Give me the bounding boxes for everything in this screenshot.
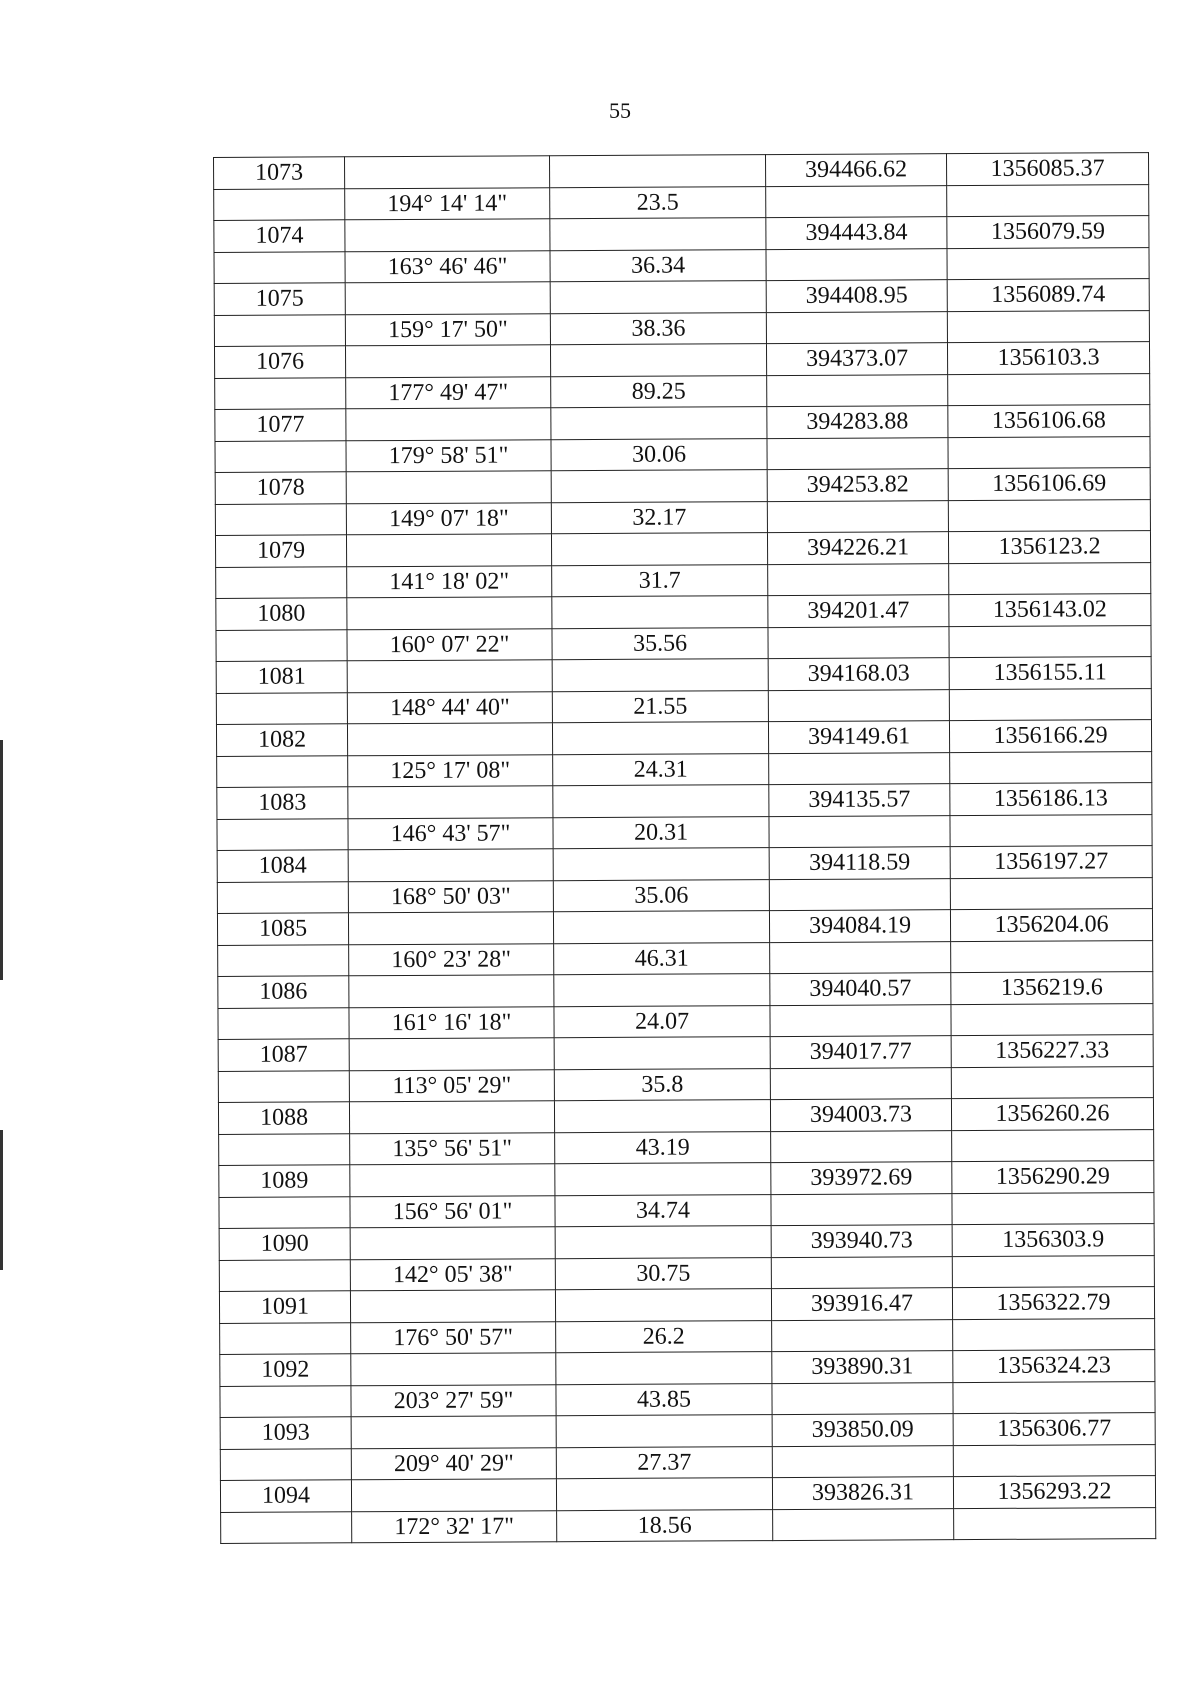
empty-cell — [953, 1318, 1155, 1351]
point-number-cell: 1084 — [217, 850, 348, 882]
empty-cell — [554, 1100, 770, 1133]
segment-row — [220, 1381, 1155, 1417]
empty-cell — [948, 499, 1150, 532]
point-number-cell: 1090 — [219, 1228, 350, 1260]
empty-cell — [221, 1511, 352, 1543]
empty-cell — [351, 1353, 556, 1386]
empty-cell — [773, 1508, 954, 1540]
x-coordinate-cell: 394373.07 — [766, 343, 947, 375]
distance-cell: 43.85 — [556, 1383, 772, 1416]
empty-cell — [950, 814, 1152, 847]
bearing-angle-cell: 177° 49' 47" — [346, 376, 551, 409]
point-number-cell: 1080 — [216, 598, 347, 630]
empty-cell — [767, 500, 948, 532]
distance-cell: 35.56 — [552, 627, 768, 660]
empty-cell — [347, 723, 552, 756]
distance-cell: 27.37 — [556, 1446, 772, 1479]
point-row — [214, 279, 1149, 315]
y-coordinate-cell: 1356089.74 — [947, 279, 1149, 312]
point-number-cell: 1088 — [218, 1102, 349, 1134]
y-coordinate-cell: 1356103.3 — [947, 342, 1149, 375]
empty-cell — [347, 597, 552, 630]
empty-cell — [552, 596, 768, 629]
distance-cell: 31.7 — [552, 564, 768, 597]
point-row — [216, 720, 1151, 756]
x-coordinate-cell: 394283.88 — [767, 406, 948, 438]
empty-cell — [351, 1416, 556, 1449]
x-coordinate-cell: 394408.95 — [766, 280, 947, 312]
empty-cell — [552, 659, 768, 692]
bearing-angle-cell: 161° 16' 18" — [349, 1006, 554, 1039]
y-coordinate-cell: 1356155.11 — [949, 657, 1151, 690]
x-coordinate-cell: 394168.03 — [768, 658, 949, 690]
y-coordinate-cell: 1356293.22 — [953, 1476, 1155, 1509]
empty-cell — [951, 1066, 1153, 1099]
x-coordinate-cell: 394149.61 — [768, 721, 949, 753]
distance-cell: 26.2 — [556, 1320, 772, 1353]
distance-cell: 35.8 — [554, 1068, 770, 1101]
empty-cell — [351, 1479, 556, 1512]
bearing-angle-cell: 146° 43' 57" — [348, 817, 553, 850]
bearing-angle-cell: 179° 58' 51" — [346, 439, 551, 472]
x-coordinate-cell: 394466.62 — [765, 154, 946, 186]
y-coordinate-cell: 1356260.26 — [951, 1098, 1153, 1131]
distance-cell: 24.07 — [554, 1005, 770, 1038]
point-row — [217, 846, 1152, 882]
empty-cell — [954, 1507, 1156, 1540]
point-number-cell: 1091 — [219, 1291, 350, 1323]
empty-cell — [549, 155, 765, 188]
bearing-angle-cell: 172° 32' 17" — [352, 1510, 557, 1543]
empty-cell — [770, 1004, 951, 1036]
y-coordinate-cell: 1356197.27 — [950, 846, 1152, 879]
bearing-angle-cell: 160° 07' 22" — [347, 628, 552, 661]
y-coordinate-cell: 1356324.23 — [953, 1350, 1155, 1383]
distance-cell: 35.06 — [553, 879, 769, 912]
distance-cell: 46.31 — [554, 942, 770, 975]
scan-edge-mark — [0, 1130, 3, 1270]
bearing-angle-cell: 163° 46' 46" — [345, 250, 550, 283]
empty-cell — [766, 311, 947, 343]
empty-cell — [218, 1007, 349, 1039]
point-row — [215, 405, 1150, 441]
point-number-cell: 1073 — [214, 157, 345, 189]
empty-cell — [772, 1382, 953, 1414]
distance-cell: 34.74 — [555, 1194, 771, 1227]
point-row — [218, 1035, 1153, 1071]
empty-cell — [346, 471, 551, 504]
empty-cell — [349, 1038, 554, 1071]
empty-cell — [770, 1067, 951, 1099]
empty-cell — [215, 440, 346, 472]
distance-cell: 20.31 — [553, 816, 769, 849]
bearing-angle-cell: 160° 23' 28" — [349, 943, 554, 976]
segment-row — [217, 751, 1152, 787]
y-coordinate-cell: 1356106.68 — [948, 405, 1150, 438]
point-number-cell: 1094 — [220, 1480, 351, 1512]
distance-cell: 43.19 — [555, 1131, 771, 1164]
empty-cell — [766, 248, 947, 280]
empty-cell — [552, 722, 768, 755]
empty-cell — [768, 689, 949, 721]
empty-cell — [952, 1192, 1154, 1225]
bearing-angle-cell: 125° 17' 08" — [348, 754, 553, 787]
point-row — [216, 657, 1151, 693]
empty-cell — [767, 437, 948, 469]
empty-cell — [772, 1445, 953, 1477]
bearing-angle-cell: 194° 14' 14" — [345, 187, 550, 220]
x-coordinate-cell: 394017.77 — [770, 1036, 951, 1068]
empty-cell — [769, 752, 950, 784]
point-number-cell: 1076 — [214, 346, 345, 378]
bearing-angle-cell: 135° 56' 51" — [350, 1132, 555, 1165]
empty-cell — [216, 692, 347, 724]
x-coordinate-cell: 394003.73 — [770, 1099, 951, 1131]
segment-row — [215, 373, 1150, 409]
segment-row — [217, 877, 1152, 913]
distance-cell: 32.17 — [551, 501, 767, 534]
x-coordinate-cell: 394084.19 — [769, 910, 950, 942]
segment-row — [221, 1507, 1156, 1543]
x-coordinate-cell: 394135.57 — [769, 784, 950, 816]
segment-row — [218, 940, 1153, 976]
y-coordinate-cell: 1356219.6 — [951, 972, 1153, 1005]
point-row — [214, 153, 1149, 189]
point-number-cell: 1074 — [214, 220, 345, 252]
segment-row — [219, 1192, 1154, 1228]
point-number-cell: 1089 — [219, 1165, 350, 1197]
segment-row — [216, 688, 1151, 724]
empty-cell — [350, 1290, 555, 1323]
empty-cell — [350, 1227, 555, 1260]
empty-cell — [550, 344, 766, 377]
empty-cell — [947, 247, 1149, 280]
y-coordinate-cell: 1356143.02 — [949, 594, 1151, 627]
segment-row — [218, 1003, 1153, 1039]
empty-cell — [345, 345, 550, 378]
distance-cell: 38.36 — [550, 312, 766, 345]
point-row — [217, 783, 1152, 819]
distance-cell: 30.75 — [555, 1257, 771, 1290]
empty-cell — [214, 188, 345, 220]
segment-row — [214, 247, 1149, 283]
x-coordinate-cell: 393940.73 — [771, 1225, 952, 1257]
x-coordinate-cell: 393916.47 — [771, 1288, 952, 1320]
empty-cell — [348, 786, 553, 819]
point-number-cell: 1081 — [216, 661, 347, 693]
empty-cell — [220, 1385, 351, 1417]
empty-cell — [550, 281, 766, 314]
x-coordinate-cell: 393826.31 — [772, 1477, 953, 1509]
empty-cell — [214, 314, 345, 346]
empty-cell — [769, 815, 950, 847]
bearing-angle-cell: 159° 17' 50" — [345, 313, 550, 346]
point-number-cell: 1077 — [215, 409, 346, 441]
segment-row — [218, 1066, 1153, 1102]
empty-cell — [217, 755, 348, 787]
empty-cell — [551, 533, 767, 566]
x-coordinate-cell: 394040.57 — [770, 973, 951, 1005]
distance-cell: 24.31 — [553, 753, 769, 786]
empty-cell — [951, 1003, 1153, 1036]
empty-cell — [554, 1037, 770, 1070]
y-coordinate-cell: 1356306.77 — [953, 1413, 1155, 1446]
point-row — [219, 1161, 1154, 1197]
empty-cell — [555, 1163, 771, 1196]
point-row — [215, 468, 1150, 504]
empty-cell — [345, 282, 550, 315]
point-row — [220, 1476, 1155, 1512]
point-row — [219, 1224, 1154, 1260]
empty-cell — [947, 184, 1149, 217]
empty-cell — [555, 1289, 771, 1322]
empty-cell — [215, 377, 346, 409]
point-row — [218, 972, 1153, 1008]
empty-cell — [217, 881, 348, 913]
bearing-angle-cell: 168° 50' 03" — [348, 880, 553, 913]
segment-row — [215, 499, 1150, 535]
empty-cell — [553, 911, 769, 944]
point-row — [220, 1350, 1155, 1386]
bearing-angle-cell: 148° 44' 40" — [347, 691, 552, 724]
point-number-cell: 1078 — [215, 472, 346, 504]
distance-cell: 36.34 — [550, 249, 766, 282]
bearing-angle-cell: 203° 27' 59" — [351, 1384, 556, 1417]
segment-row — [220, 1444, 1155, 1480]
x-coordinate-cell: 393972.69 — [771, 1162, 952, 1194]
y-coordinate-cell: 1356123.2 — [948, 531, 1150, 564]
empty-cell — [349, 1101, 554, 1134]
empty-cell — [220, 1448, 351, 1480]
bearing-angle-cell: 141° 18' 02" — [347, 565, 552, 598]
empty-cell — [553, 848, 769, 881]
y-coordinate-cell: 1356290.29 — [952, 1161, 1154, 1194]
point-row — [220, 1413, 1155, 1449]
empty-cell — [767, 374, 948, 406]
empty-cell — [218, 944, 349, 976]
distance-cell: 23.5 — [550, 186, 766, 219]
y-coordinate-cell: 1356322.79 — [952, 1287, 1154, 1320]
empty-cell — [219, 1196, 350, 1228]
segment-row — [219, 1129, 1154, 1165]
y-coordinate-cell: 1356085.37 — [946, 153, 1148, 186]
empty-cell — [220, 1322, 351, 1354]
point-row — [215, 531, 1150, 567]
empty-cell — [218, 1070, 349, 1102]
empty-cell — [772, 1319, 953, 1351]
empty-cell — [950, 751, 1152, 784]
empty-cell — [219, 1133, 350, 1165]
empty-cell — [556, 1415, 772, 1448]
segment-row — [216, 625, 1151, 661]
coordinate-table-body — [214, 153, 1156, 1544]
point-row — [217, 909, 1152, 945]
empty-cell — [348, 912, 553, 945]
distance-cell: 18.56 — [557, 1509, 773, 1542]
x-coordinate-cell: 394443.84 — [766, 217, 947, 249]
empty-cell — [551, 407, 767, 440]
y-coordinate-cell: 1356166.29 — [949, 720, 1151, 753]
segment-row — [217, 814, 1152, 850]
x-coordinate-cell: 394201.47 — [768, 595, 949, 627]
segment-row — [214, 184, 1149, 220]
empty-cell — [550, 218, 766, 251]
empty-cell — [953, 1444, 1155, 1477]
bearing-angle-cell: 113° 05' 29" — [349, 1069, 554, 1102]
point-number-cell: 1083 — [217, 787, 348, 819]
point-row — [218, 1098, 1153, 1134]
empty-cell — [949, 625, 1151, 658]
y-coordinate-cell: 1356186.13 — [950, 783, 1152, 816]
empty-cell — [952, 1129, 1154, 1162]
empty-cell — [554, 974, 770, 1007]
point-number-cell: 1079 — [215, 535, 346, 567]
point-number-cell: 1093 — [220, 1417, 351, 1449]
empty-cell — [771, 1256, 952, 1288]
empty-cell — [556, 1352, 772, 1385]
x-coordinate-cell: 394226.21 — [767, 532, 948, 564]
bearing-angle-cell: 156° 56' 01" — [350, 1195, 555, 1228]
empty-cell — [346, 534, 551, 567]
empty-cell — [346, 408, 551, 441]
empty-cell — [950, 877, 1152, 910]
y-coordinate-cell: 1356303.9 — [952, 1224, 1154, 1257]
bearing-angle-cell: 149° 07' 18" — [346, 502, 551, 535]
point-row — [216, 594, 1151, 630]
empty-cell — [215, 503, 346, 535]
distance-cell: 21.55 — [552, 690, 768, 723]
empty-cell — [951, 940, 1153, 973]
empty-cell — [948, 373, 1150, 406]
bearing-angle-cell: 176° 50' 57" — [351, 1321, 556, 1354]
point-number-cell: 1082 — [216, 724, 347, 756]
scan-edge-mark — [0, 740, 3, 980]
point-row — [214, 342, 1149, 378]
point-number-cell: 1075 — [214, 283, 345, 315]
x-coordinate-cell: 394253.82 — [767, 469, 948, 501]
empty-cell — [349, 975, 554, 1008]
bearing-angle-cell: 142° 05' 38" — [350, 1258, 555, 1291]
y-coordinate-cell: 1356079.59 — [947, 216, 1149, 249]
page-number: 55 — [609, 98, 631, 123]
empty-cell — [555, 1226, 771, 1259]
empty-cell — [947, 310, 1149, 343]
empty-cell — [350, 1164, 555, 1197]
y-coordinate-cell: 1356106.69 — [948, 468, 1150, 501]
point-row — [214, 216, 1149, 252]
point-number-cell: 1085 — [217, 913, 348, 945]
empty-cell — [347, 660, 552, 693]
empty-cell — [217, 818, 348, 850]
x-coordinate-cell: 393850.09 — [772, 1414, 953, 1446]
distance-cell: 30.06 — [551, 438, 767, 471]
segment-row — [215, 436, 1150, 472]
segment-row — [220, 1318, 1155, 1354]
point-row — [219, 1287, 1154, 1323]
y-coordinate-cell: 1356227.33 — [951, 1035, 1153, 1068]
empty-cell — [551, 470, 767, 503]
empty-cell — [553, 785, 769, 818]
point-number-cell: 1092 — [220, 1354, 351, 1386]
x-coordinate-cell: 394118.59 — [769, 847, 950, 879]
empty-cell — [953, 1381, 1155, 1414]
segment-row — [214, 310, 1149, 346]
empty-cell — [216, 629, 347, 661]
empty-cell — [768, 626, 949, 658]
empty-cell — [948, 436, 1150, 469]
empty-cell — [771, 1193, 952, 1225]
empty-cell — [766, 185, 947, 217]
empty-cell — [219, 1259, 350, 1291]
empty-cell — [768, 563, 949, 595]
empty-cell — [214, 251, 345, 283]
empty-cell — [949, 562, 1151, 595]
empty-cell — [770, 941, 951, 973]
segment-row — [219, 1255, 1154, 1291]
empty-cell — [556, 1478, 772, 1511]
point-number-cell: 1086 — [218, 976, 349, 1008]
empty-cell — [769, 878, 950, 910]
distance-cell: 89.25 — [551, 375, 767, 408]
bearing-angle-cell: 209° 40' 29" — [351, 1447, 556, 1480]
empty-cell — [952, 1255, 1154, 1288]
segment-row — [216, 562, 1151, 598]
empty-cell — [345, 156, 550, 189]
empty-cell — [348, 849, 553, 882]
empty-cell — [216, 566, 347, 598]
empty-cell — [949, 688, 1151, 721]
empty-cell — [771, 1130, 952, 1162]
coordinate-table — [213, 152, 1156, 1544]
x-coordinate-cell: 393890.31 — [772, 1351, 953, 1383]
y-coordinate-cell: 1356204.06 — [950, 909, 1152, 942]
empty-cell — [345, 219, 550, 252]
point-number-cell: 1087 — [218, 1039, 349, 1071]
